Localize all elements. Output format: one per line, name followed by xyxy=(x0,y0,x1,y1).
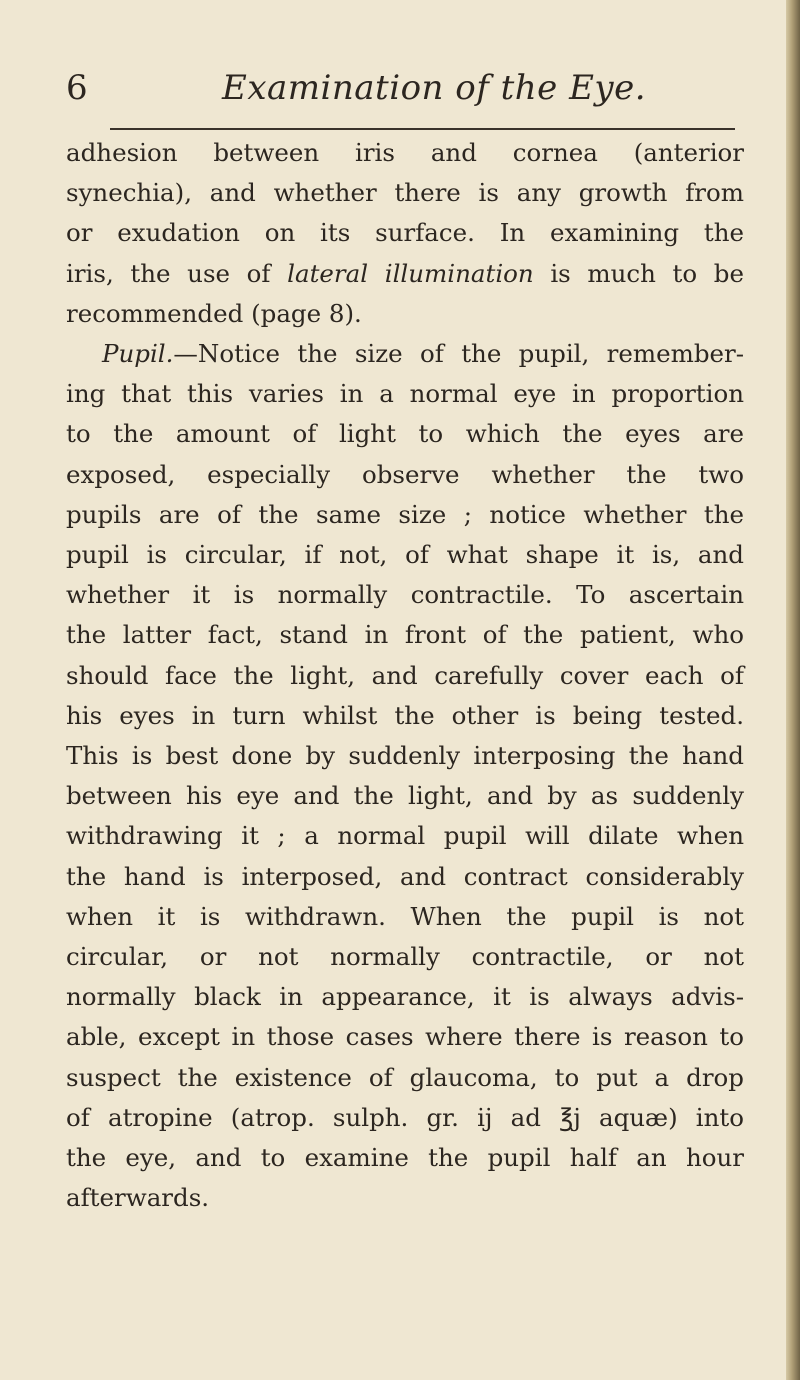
text-line: ing that this varies in a normal eye in proportion xyxy=(66,379,744,409)
text-line: adhesion between iris and cornea (anterior xyxy=(66,138,744,167)
text-line: normally black in appearance, it is always advis- xyxy=(66,982,744,1012)
text-line: between his eye and the light, and by as suddenly xyxy=(66,781,744,811)
section-heading-pupil: Pupil. xyxy=(102,339,174,369)
text-line: or exudation on its surface. In examining the xyxy=(66,218,744,248)
text-line: of atropine (atrop. sulph. gr. ij ad ℥j aquæ) into xyxy=(66,1102,744,1132)
text-line: the latter fact, stand in front of the patient, who xyxy=(66,620,744,650)
text-line: suspect the existence of glaucoma, to put a drop xyxy=(66,1062,744,1092)
text-line: his eyes in turn whilst the other is being tested. xyxy=(66,700,744,730)
page-header xyxy=(66,60,756,120)
text-line: afterwards. xyxy=(66,1183,210,1213)
page-number: 6 xyxy=(66,68,88,108)
text-segment: is much to be xyxy=(533,258,744,288)
text-line: the eye, and to examine the pupil half an hour xyxy=(66,1143,744,1173)
text-line: This is best done by suddenly interposing the hand xyxy=(66,741,744,771)
text-line: able, except in those cases where there is reason to xyxy=(66,1022,744,1052)
text-line: withdrawing it ; a normal pupil will dilate when xyxy=(66,821,744,851)
text-line xyxy=(66,254,744,294)
text-line: should face the light, and carefully cover each of xyxy=(66,660,744,690)
header-rule xyxy=(110,128,735,130)
text-line: to the amount of light to which the eyes are xyxy=(66,419,744,449)
text-line: exposed, especially observe whether the two xyxy=(66,459,744,489)
page-edge-shadow xyxy=(786,0,800,1380)
text-line: whether it is normally contractile. To ascertain xyxy=(66,580,744,610)
italic-term-lateral-illumination: lateral illumination xyxy=(287,258,534,288)
text-line: synechia), and whether there is any growth from xyxy=(66,178,744,208)
text-line: when it is withdrawn. When the pupil is not xyxy=(66,901,744,931)
running-title: Examination of the Eye. xyxy=(222,68,647,108)
body-text xyxy=(66,133,744,1218)
text-segment: —Notice the size of the pupil, remember- xyxy=(173,339,744,369)
text-line: pupils are of the same size ; notice whether the xyxy=(66,499,744,529)
text-segment: iris, the use of xyxy=(66,258,288,288)
text-line: pupil is circular, if not, of what shape it is, and xyxy=(66,540,744,570)
text-line xyxy=(66,334,744,374)
text-line: circular, or not normally contractile, or not xyxy=(66,942,744,972)
text-line: recommended (page 8). xyxy=(66,298,362,328)
text-line: the hand is interposed, and contract considerably xyxy=(66,861,744,891)
